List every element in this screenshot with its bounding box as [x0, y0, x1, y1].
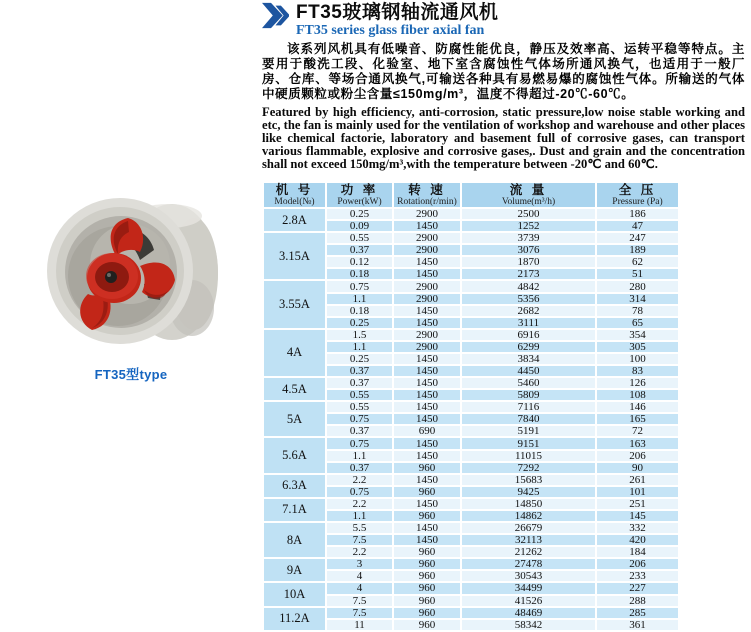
spec-value-cell: 227	[596, 582, 679, 594]
model-cell: 5A	[263, 401, 326, 437]
spec-value-cell: 21262	[461, 546, 596, 558]
table-row	[263, 256, 679, 268]
model-cell: 4.5A	[263, 377, 326, 401]
column-header-en: Volume(m³/h)	[501, 196, 556, 207]
spec-value-cell: 960	[393, 462, 461, 474]
spec-value-cell: 960	[393, 582, 461, 594]
spec-value-cell: 30543	[461, 570, 596, 582]
section-header	[262, 0, 745, 38]
double-chevron-right-icon	[262, 2, 289, 29]
spec-value-cell: 2900	[393, 293, 461, 305]
spec-value-cell: 2682	[461, 305, 596, 317]
table-row	[263, 486, 679, 498]
spec-value-cell: 34499	[461, 582, 596, 594]
spec-value-cell: 305	[596, 341, 679, 353]
spec-value-cell: 0.25	[326, 208, 393, 220]
table-row	[263, 341, 679, 353]
page-subtitle: FT35 series glass fiber axial fan	[296, 23, 485, 38]
spec-value-cell: 47	[596, 220, 679, 232]
spec-value-cell: 960	[393, 558, 461, 570]
table-row	[263, 220, 679, 232]
spec-value-cell: 32113	[461, 534, 596, 546]
spec-table-body	[263, 208, 679, 631]
spec-value-cell: 7.5	[326, 534, 393, 546]
table-row	[263, 413, 679, 425]
spec-value-cell: 48469	[461, 607, 596, 619]
spec-value-cell: 14862	[461, 510, 596, 522]
table-row	[263, 619, 679, 631]
spec-value-cell: 0.37	[326, 462, 393, 474]
spec-value-cell: 0.18	[326, 305, 393, 317]
spec-value-cell: 9151	[461, 437, 596, 449]
model-cell: 6.3A	[263, 474, 326, 498]
model-cell: 10A	[263, 582, 326, 606]
table-row	[263, 389, 679, 401]
spec-value-cell: 189	[596, 244, 679, 256]
spec-value-cell: 960	[393, 486, 461, 498]
spec-value-cell: 62	[596, 256, 679, 268]
spec-value-cell: 7292	[461, 462, 596, 474]
spec-value-cell: 163	[596, 437, 679, 449]
spec-value-cell: 5809	[461, 389, 596, 401]
table-row	[263, 268, 679, 280]
column-header	[596, 182, 679, 208]
table-row	[263, 293, 679, 305]
table-row	[263, 425, 679, 437]
spec-value-cell: 5.5	[326, 522, 393, 534]
fan-product-image	[44, 188, 224, 360]
spec-value-cell: 0.12	[326, 256, 393, 268]
spec-value-cell: 0.18	[326, 268, 393, 280]
spec-value-cell: 3739	[461, 232, 596, 244]
spec-value-cell: 0.37	[326, 244, 393, 256]
spec-value-cell: 960	[393, 595, 461, 607]
spec-value-cell: 11015	[461, 450, 596, 462]
spec-value-cell: 960	[393, 607, 461, 619]
spec-value-cell: 11	[326, 619, 393, 631]
spec-value-cell: 0.75	[326, 437, 393, 449]
table-row	[263, 401, 679, 413]
spec-value-cell: 960	[393, 546, 461, 558]
spec-value-cell: 145	[596, 510, 679, 522]
column-header-zh: 机 号	[275, 182, 314, 197]
model-cell: 11.2A	[263, 607, 326, 631]
spec-value-cell: 0.37	[326, 425, 393, 437]
spec-value-cell: 4	[326, 570, 393, 582]
spec-value-cell: 960	[393, 510, 461, 522]
spec-value-cell: 0.75	[326, 486, 393, 498]
table-row	[263, 607, 679, 619]
figure-column	[0, 0, 262, 632]
table-row	[263, 462, 679, 474]
spec-value-cell: 280	[596, 280, 679, 292]
description-en: Featured by high efficiency, anti-corrosion, static pressure,low noise stable working and etc, the fan is mainly used for the ventilation of workshop and warehouse and other places like chemical factorie, laboratory and basement full of corrosive gases, can transport various flammable, explosive and corrosive gases,. Dust and grain and the concentration shall not exceed 150mg/m³,with the temperature between -20℃ and 60℃.	[262, 105, 745, 171]
spec-value-cell: 4	[326, 582, 393, 594]
spec-value-cell: 2500	[461, 208, 596, 220]
spec-value-cell: 1450	[393, 450, 461, 462]
spec-value-cell: 165	[596, 413, 679, 425]
spec-value-cell: 0.75	[326, 413, 393, 425]
spec-value-cell: 361	[596, 619, 679, 631]
content-column	[262, 0, 745, 632]
table-row	[263, 377, 679, 389]
description-zh: 该系列风机具有低噪音、防腐性能优良，静压及效率高、运转平稳等特点。主要用于酸洗工段、化验室、地下室含腐蚀性气体场所通风换气，也适用于一般厂房、仓库、等场合通风换气,可输送各种具有易燃易爆的腐蚀性气体。所输送的气体中硬质颗粒或粉尘含量≤150mg/m³，温度不得超过-20℃-60℃。	[262, 42, 745, 101]
spec-value-cell: 233	[596, 570, 679, 582]
column-header-zh: 转 速	[408, 182, 446, 197]
spec-value-cell: 1.1	[326, 341, 393, 353]
spec-value-cell: 4450	[461, 365, 596, 377]
column-header	[461, 182, 596, 208]
spec-value-cell: 100	[596, 353, 679, 365]
spec-value-cell: 288	[596, 595, 679, 607]
spec-value-cell: 1450	[393, 377, 461, 389]
column-header-en: Model(№)	[274, 196, 315, 207]
spec-value-cell: 1.1	[326, 510, 393, 522]
spec-value-cell: 6299	[461, 341, 596, 353]
spec-value-cell: 1450	[393, 522, 461, 534]
spec-value-cell: 41526	[461, 595, 596, 607]
spec-value-cell: 6916	[461, 329, 596, 341]
spec-value-cell: 0.75	[326, 280, 393, 292]
spec-value-cell: 2900	[393, 280, 461, 292]
spec-value-cell: 2.2	[326, 546, 393, 558]
spec-value-cell: 5356	[461, 293, 596, 305]
spec-value-cell: 65	[596, 317, 679, 329]
spec-value-cell: 83	[596, 365, 679, 377]
spec-value-cell: 251	[596, 498, 679, 510]
spec-value-cell: 90	[596, 462, 679, 474]
table-row	[263, 558, 679, 570]
column-header	[326, 182, 393, 208]
model-cell: 2.8A	[263, 208, 326, 232]
spec-value-cell: 7.5	[326, 607, 393, 619]
spec-value-cell: 5460	[461, 377, 596, 389]
model-cell: 3.15A	[263, 232, 326, 280]
spec-value-cell: 0.55	[326, 401, 393, 413]
spec-value-cell: 690	[393, 425, 461, 437]
spec-value-cell: 0.37	[326, 365, 393, 377]
table-row	[263, 510, 679, 522]
spec-value-cell: 1870	[461, 256, 596, 268]
spec-value-cell: 146	[596, 401, 679, 413]
column-header	[393, 182, 461, 208]
spec-value-cell: 1450	[393, 268, 461, 280]
spec-value-cell: 3834	[461, 353, 596, 365]
spec-value-cell: 1450	[393, 353, 461, 365]
spec-value-cell: 1.1	[326, 450, 393, 462]
table-row	[263, 305, 679, 317]
spec-value-cell: 186	[596, 208, 679, 220]
spec-value-cell: 1450	[393, 534, 461, 546]
figure-caption: FT35型type	[94, 367, 168, 382]
spec-value-cell: 15683	[461, 474, 596, 486]
page-title: FT35玻璃钢轴流通风机	[296, 2, 499, 23]
spec-value-cell: 0.55	[326, 389, 393, 401]
spec-value-cell: 101	[596, 486, 679, 498]
table-row	[263, 437, 679, 449]
spec-value-cell: 1450	[393, 474, 461, 486]
spec-table	[262, 181, 680, 632]
spec-value-cell: 0.55	[326, 232, 393, 244]
table-row	[263, 534, 679, 546]
model-cell: 8A	[263, 522, 326, 558]
spec-value-cell: 3111	[461, 317, 596, 329]
spec-value-cell: 58342	[461, 619, 596, 631]
spec-value-cell: 9425	[461, 486, 596, 498]
spec-value-cell: 354	[596, 329, 679, 341]
spec-value-cell: 261	[596, 474, 679, 486]
spec-value-cell: 184	[596, 546, 679, 558]
spec-value-cell: 960	[393, 619, 461, 631]
spec-value-cell: 5191	[461, 425, 596, 437]
spec-value-cell: 332	[596, 522, 679, 534]
table-row	[263, 450, 679, 462]
spec-value-cell: 2.2	[326, 498, 393, 510]
spec-value-cell: 0.25	[326, 353, 393, 365]
spec-value-cell: 314	[596, 293, 679, 305]
model-cell: 9A	[263, 558, 326, 582]
model-cell: 3.55A	[263, 280, 326, 328]
column-header-zh: 功 率	[340, 182, 379, 197]
table-row	[263, 280, 679, 292]
table-row	[263, 546, 679, 558]
spec-value-cell: 1450	[393, 498, 461, 510]
spec-value-cell: 2900	[393, 208, 461, 220]
spec-value-cell: 14850	[461, 498, 596, 510]
spec-value-cell: 26679	[461, 522, 596, 534]
table-row	[263, 570, 679, 582]
spec-value-cell: 420	[596, 534, 679, 546]
model-cell: 4A	[263, 329, 326, 377]
spec-value-cell: 1450	[393, 220, 461, 232]
table-row	[263, 595, 679, 607]
spec-table-head	[263, 182, 679, 208]
spec-value-cell: 72	[596, 425, 679, 437]
spec-value-cell: 1450	[393, 305, 461, 317]
spec-value-cell: 1450	[393, 413, 461, 425]
spec-value-cell: 2900	[393, 341, 461, 353]
spec-value-cell: 206	[596, 558, 679, 570]
table-row	[263, 365, 679, 377]
model-cell: 7.1A	[263, 498, 326, 522]
spec-value-cell: 4842	[461, 280, 596, 292]
spec-value-cell: 285	[596, 607, 679, 619]
column-header-en: Pressure (Pa)	[612, 196, 663, 207]
spec-value-cell: 247	[596, 232, 679, 244]
spec-value-cell: 1450	[393, 317, 461, 329]
spec-value-cell: 1450	[393, 401, 461, 413]
spec-value-cell: 2900	[393, 329, 461, 341]
table-row	[263, 582, 679, 594]
spec-value-cell: 7.5	[326, 595, 393, 607]
title-block	[296, 2, 498, 38]
spec-value-cell: 2173	[461, 268, 596, 280]
spec-value-cell: 27478	[461, 558, 596, 570]
spec-value-cell: 960	[393, 570, 461, 582]
spec-value-cell: 78	[596, 305, 679, 317]
spec-value-cell: 3076	[461, 244, 596, 256]
spec-value-cell: 2.2	[326, 474, 393, 486]
column-header	[263, 182, 326, 208]
table-row	[263, 208, 679, 220]
column-header-zh: 流 量	[509, 182, 548, 197]
model-cell: 5.6A	[263, 437, 326, 473]
spec-value-cell: 3	[326, 558, 393, 570]
spec-value-cell: 0.37	[326, 377, 393, 389]
column-header-en: Power(kW)	[337, 196, 382, 207]
spec-value-cell: 2900	[393, 244, 461, 256]
spec-value-cell: 206	[596, 450, 679, 462]
spec-value-cell: 51	[596, 268, 679, 280]
table-row	[263, 329, 679, 341]
spec-value-cell: 1450	[393, 365, 461, 377]
table-row	[263, 498, 679, 510]
spec-value-cell: 1.5	[326, 329, 393, 341]
column-header-zh: 全 压	[618, 182, 657, 197]
spec-value-cell: 1450	[393, 437, 461, 449]
table-row	[263, 244, 679, 256]
spec-value-cell: 7840	[461, 413, 596, 425]
spec-value-cell: 0.25	[326, 317, 393, 329]
table-row	[263, 522, 679, 534]
spec-value-cell: 108	[596, 389, 679, 401]
column-header-en: Rotation(r/min)	[397, 196, 457, 207]
spec-value-cell: 126	[596, 377, 679, 389]
table-row	[263, 232, 679, 244]
spec-value-cell: 1.1	[326, 293, 393, 305]
spec-value-cell: 1252	[461, 220, 596, 232]
table-row	[263, 353, 679, 365]
table-row	[263, 474, 679, 486]
table-row	[263, 317, 679, 329]
spec-value-cell: 7116	[461, 401, 596, 413]
header-row	[263, 182, 679, 208]
spec-value-cell: 1450	[393, 389, 461, 401]
spec-value-cell: 1450	[393, 256, 461, 268]
spec-value-cell: 0.09	[326, 220, 393, 232]
spec-value-cell: 2900	[393, 232, 461, 244]
